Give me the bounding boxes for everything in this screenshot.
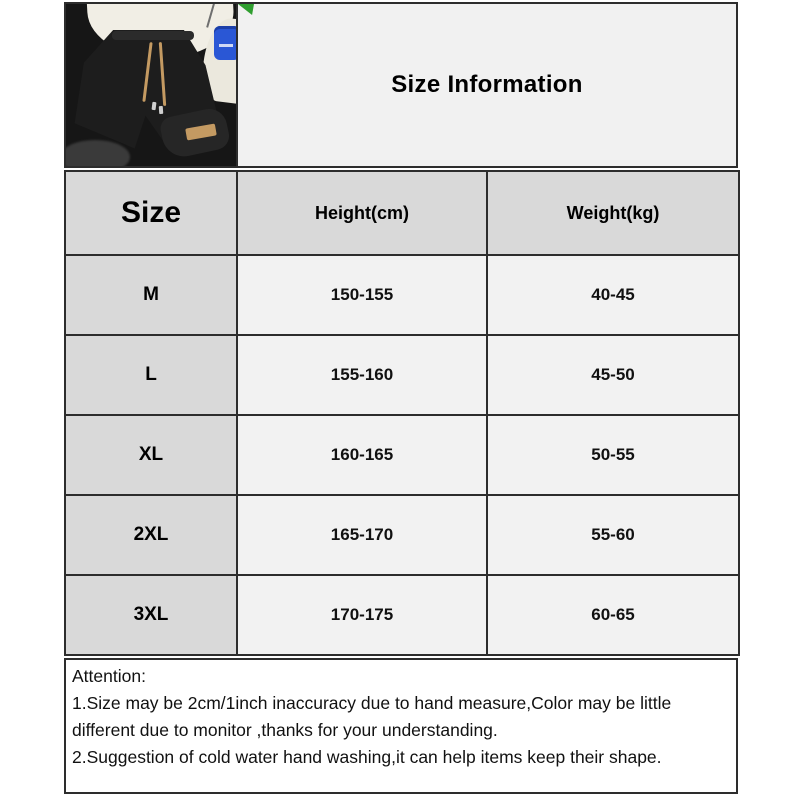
- attention-heading: Attention:: [72, 666, 146, 686]
- column-header-height: Height(cm): [237, 171, 487, 255]
- size-cell: M: [65, 255, 237, 335]
- height-cell: 165-170: [237, 495, 487, 575]
- photo-shadow: [64, 140, 130, 168]
- height-cell: 170-175: [237, 575, 487, 655]
- table-header-row: [65, 171, 739, 255]
- product-photo: [64, 2, 238, 168]
- size-chart-page: [64, 2, 738, 794]
- weight-cell: 45-50: [487, 335, 739, 415]
- green-corner-marker-icon: [238, 4, 254, 15]
- shorts-waistband: [112, 31, 194, 40]
- blue-hang-tag: [214, 26, 238, 60]
- column-header-weight: Weight(kg): [487, 171, 739, 255]
- weight-cell: 40-45: [487, 255, 739, 335]
- size-cell: 2XL: [65, 495, 237, 575]
- table-row: [65, 255, 739, 335]
- height-cell: 160-165: [237, 415, 487, 495]
- hang-tag-text-line: [219, 44, 233, 47]
- page-title: Size Information: [391, 71, 583, 98]
- weight-cell: 55-60: [487, 495, 739, 575]
- weight-cell: 60-65: [487, 575, 739, 655]
- attention-note-1: 1.Size may be 2cm/1inch inaccuracy due to hand measure,Color may be little different due to monitor ,thanks for your understanding.: [72, 693, 672, 740]
- table-row: [65, 335, 739, 415]
- column-header-size: Size: [65, 171, 237, 255]
- table-row: [65, 575, 739, 655]
- table-row: [65, 415, 739, 495]
- attention-box: [64, 658, 738, 794]
- height-cell: 150-155: [237, 255, 487, 335]
- size-cell: L: [65, 335, 237, 415]
- height-cell: 155-160: [237, 335, 487, 415]
- table-row: [65, 495, 739, 575]
- title-panel: [238, 2, 738, 168]
- size-cell: 3XL: [65, 575, 237, 655]
- attention-note-2: 2.Suggestion of cold water hand washing,it can help items keep their shape.: [72, 747, 662, 767]
- size-cell: XL: [65, 415, 237, 495]
- top-row: [64, 2, 738, 168]
- size-table: [64, 170, 740, 656]
- drawstring-tip: [159, 106, 164, 114]
- weight-cell: 50-55: [487, 415, 739, 495]
